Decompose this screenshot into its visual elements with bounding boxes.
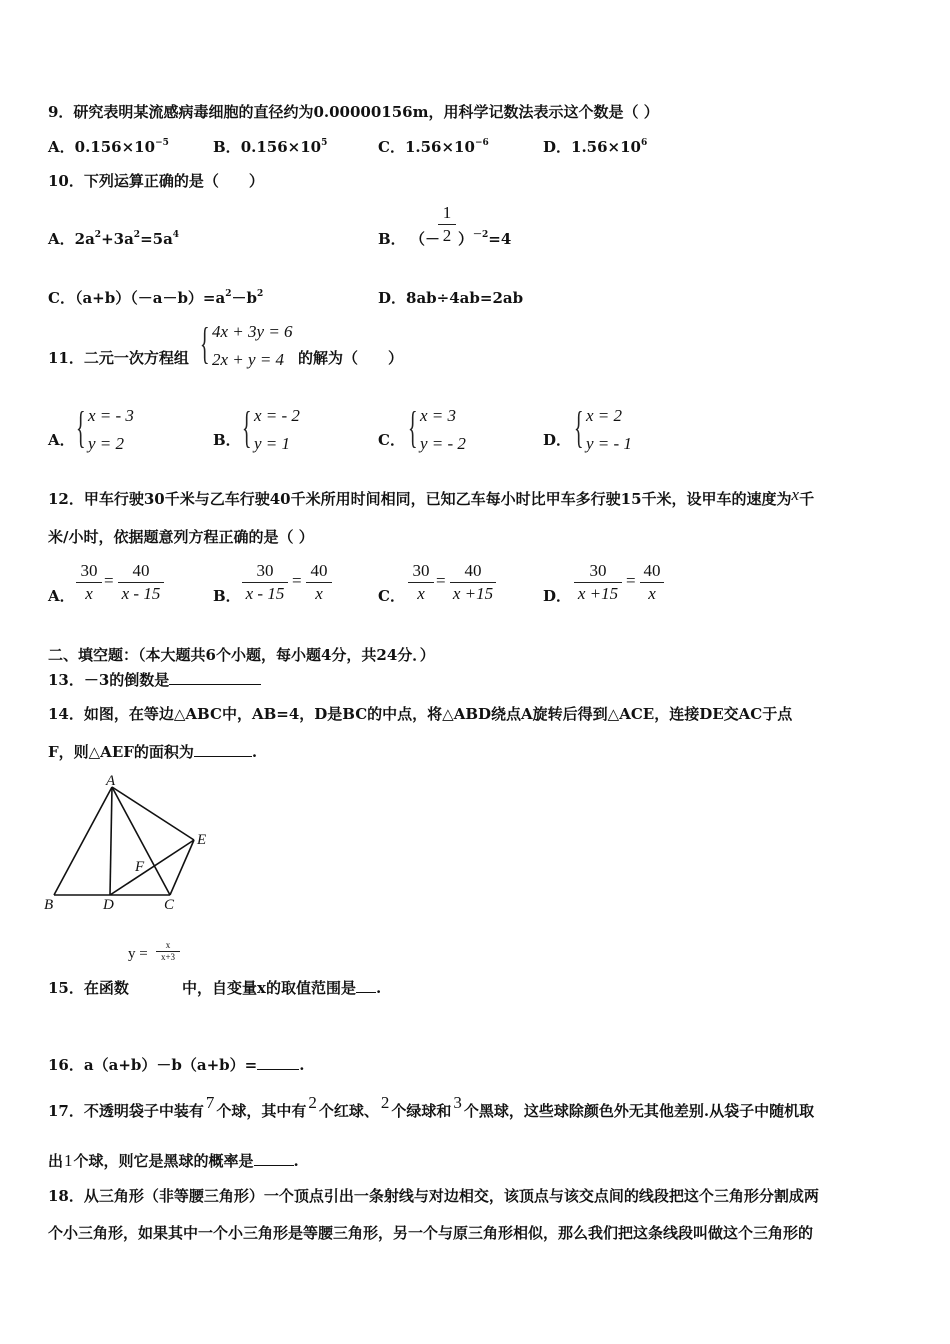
q11-tail: 的解为（ ）	[298, 349, 404, 367]
q11-option-c-brace: {	[408, 403, 418, 452]
q11-option-c-label: C．	[378, 431, 405, 449]
q14-figure	[40, 775, 220, 920]
q11-option-a-label: A．	[48, 431, 75, 449]
q10-option-d: D．8ab÷4ab=2ab	[378, 289, 524, 307]
q17-line2: 出1个球，则它是黑球的概率是 .	[48, 1151, 299, 1170]
q14-label-c: C	[164, 897, 175, 913]
section2-title: 二、填空题：（本大题共6个小题，每小题4分，共24分．）	[48, 646, 435, 664]
q14-label-a: A	[106, 775, 116, 789]
q15-start: 15．在函数	[48, 979, 129, 997]
q11-option-d-label: D．	[543, 431, 572, 449]
q10-option-c: C．$(a+b)(-a-b)=a^2-b^2$	[48, 289, 264, 307]
q12-option-c-label: C．	[378, 587, 405, 605]
q18-line2: 个小三角形，如果其中一个小三角形是等腰三角形，另一个与原三角形相似，那么我们把这条线段叫做这个三角形的	[48, 1224, 814, 1242]
q18-line1: 18．从三角形（非等腰三角形）一个顶点引出一条射线与对边相交，该顶点与该交点间的线段把这个三角形分割成两	[48, 1187, 819, 1205]
q12-option-d-right: $\frac{40}{x}$	[640, 560, 664, 605]
q11-option-d-brace: {	[574, 403, 584, 452]
q12-option-d-left: $\frac{30}{x +15}$	[574, 560, 622, 605]
q15-formula-y: y =	[128, 946, 148, 962]
q14-label-f: F	[135, 859, 145, 875]
q12-line2: 米/小时，依据题意列方程正确的是（ ）	[48, 528, 314, 546]
q14-line2: F，则△AEF的面积为 .	[48, 743, 258, 761]
q11-option-b-system: x = - 2 y = 1	[254, 406, 300, 453]
q12-option-b-left: $\frac{30}{x - 15}$	[242, 560, 288, 605]
q14-line1: 14．如图，在等边△ABC中，AB=4，D是BC的中点，将△ABD绕点A旋转后得到△ACE，连接DE交AC于点	[48, 705, 793, 723]
q12-option-a-right: $\frac{40}{x - 15}$	[118, 560, 164, 605]
q9-option-a: A．$0.156\times 10^{-5}$	[48, 138, 169, 156]
q12-option-b-label: B．	[213, 587, 241, 605]
q10-option-a: A．$2a^2+3a^2=5a^4$	[48, 230, 180, 248]
q9-option-d: D．$1.56\times 10^6$	[543, 138, 648, 156]
q14-label-d: D	[103, 897, 114, 913]
q11-option-b-label: B．	[213, 431, 241, 449]
q12-option-c-left: $\frac{30}{x}$	[408, 560, 434, 605]
q12-option-b-right: $\frac{40}{x}$	[306, 560, 332, 605]
q10-option-b-tail: ）$^{-2}$=4	[458, 230, 512, 248]
q12-option-c-right: $\frac{40}{x +15}$	[450, 560, 496, 605]
q14-label-e: E	[197, 832, 207, 848]
q12-option-a-eq: =	[104, 571, 114, 590]
q11-stem: 11．二元一次方程组	[48, 349, 189, 367]
q9-option-b: B．$0.156\times 10^5$	[213, 138, 328, 156]
q9-stem: 9．研究表明某流感病毒细胞的直径约为0.00000156m，用科学记数法表示这个数是（ ）	[48, 103, 659, 121]
q11-system-brace: {	[200, 319, 210, 368]
q12-option-a-left: $\frac{30}{x}$	[76, 560, 102, 605]
q11-option-b-brace: {	[242, 403, 252, 452]
q17-line1: 17．不透明袋子中装有 7 个球，其中有 2 个红球、 2 个绿球和 3 个黑球，这些球除颜色外无其他差别.从袋子中随机取	[48, 1093, 815, 1120]
q10-option-b-label: B．	[378, 230, 406, 248]
q10-option-b-fraction: $\frac{1}{2}$	[438, 202, 456, 247]
q12-option-b-eq: =	[292, 571, 302, 590]
q11-option-c-system: x = 3 y = - 2	[420, 406, 466, 453]
q10-stem: 10．下列运算正确的是（ ）	[48, 172, 264, 190]
q15-rest: 中，自变量x的取值范围是 .	[182, 979, 382, 997]
q11-system: 4x + 3y = 6 2x + y = 4	[212, 322, 293, 369]
q13: 13．－3的倒数是	[48, 670, 261, 690]
q9-option-c: C．$1.56\times 10^{-6}$	[378, 138, 489, 156]
q16: 16．a（a+b）－b（a+b）= .	[48, 1056, 305, 1074]
q12-option-d-eq: =	[626, 571, 636, 590]
q14-label-b: B	[44, 897, 54, 913]
q11-option-a-brace: {	[76, 403, 86, 452]
q15-formula-fraction: $\frac{x}{x+3}$	[156, 940, 180, 963]
q11-option-a-system: x = - 3 y = 2	[88, 406, 134, 453]
q12-line1: 12．甲车行驶30千米与乙车行驶40千米所用时间相同，已知乙车每小时比甲车多行驶15千米，设甲车的速度为x千	[48, 485, 815, 508]
q12-option-c-eq: =	[436, 571, 446, 590]
q11-option-d-system: x = 2 y = - 1	[586, 406, 632, 453]
q10-option-b-open: （－	[410, 230, 441, 248]
q12-option-a-label: A．	[48, 587, 75, 605]
q12-option-d-label: D．	[543, 587, 572, 605]
